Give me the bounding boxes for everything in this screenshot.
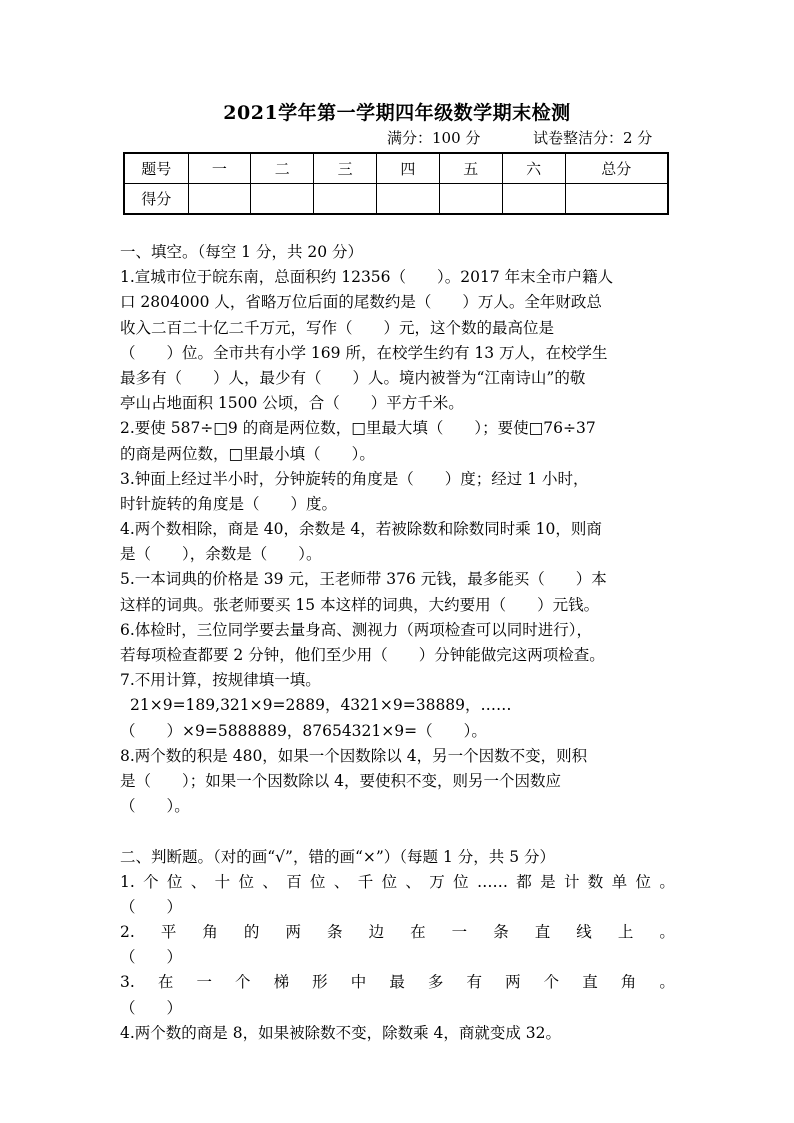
justified-char: 直 <box>534 923 551 942</box>
justified-char: 万 <box>429 872 445 891</box>
question-line: 口 2804000 人，省略万位后面的尾数约是（ ）万人。全年财政总 <box>120 293 602 312</box>
justified-char: 在 <box>157 973 174 992</box>
question-line: 21×9=189,321×9=2889，4321×9=38889，…… <box>130 696 512 715</box>
score-table-cell: 得分 <box>124 184 188 215</box>
exam-title: 2021学年第一学期四年级数学期末检测 <box>223 102 571 124</box>
score-table-cell: 六 <box>502 153 565 184</box>
section-spacer <box>120 819 675 844</box>
justified-char: 条 <box>493 923 509 942</box>
question-line: 6.体检时，三位同学要去量身高、测视力（两项检查可以同时进行）， <box>120 620 593 639</box>
justified-char: 角 <box>620 973 637 992</box>
justified-char: 是 <box>540 872 556 891</box>
justified-char: 位 <box>166 872 183 891</box>
justified-char: 十 <box>214 872 231 891</box>
question-line: 1.宣城市位于皖东南，总面积约 12356（ ）。2017 年末全市户籍人 <box>120 268 614 287</box>
question-line: （ ）位。全市共有小学 169 所，在校学生约有 13 万人，在校学生 <box>120 343 608 362</box>
justified-char: 位 <box>310 872 326 891</box>
justified-char: 的 <box>243 923 260 942</box>
justified-char: 、 <box>262 872 278 891</box>
question-line: 收入二百二十亿二千万元，写作（ ）元，这个数的最高位是 <box>120 318 555 337</box>
question-line: 若每项检查都要 2 分钟，他们至少用（ ）分钟能做完这两项检查。 <box>120 646 605 664</box>
justified-char: 两 <box>285 923 301 942</box>
justified-char: 千 <box>357 872 374 891</box>
justified-char: 2. <box>120 923 135 942</box>
score-table-cell: 二 <box>251 153 314 184</box>
score-input-cell[interactable] <box>565 184 668 215</box>
score-table-header-row <box>124 153 668 184</box>
question-line: （ ）。 <box>120 797 190 816</box>
question-line: （ ）×9=5888889，87654321×9=（ ）。 <box>120 721 487 740</box>
justified-char: 边 <box>368 923 385 942</box>
score-table-cell: 题号 <box>124 153 188 184</box>
justified-char: 平 <box>160 923 177 942</box>
question-line: 亭山占地面积 1500 公顷，合（ ）平方千米。 <box>120 394 464 413</box>
justified-char: 。 <box>659 872 675 891</box>
justified-char: 、 <box>405 872 421 891</box>
score-input-cell[interactable] <box>251 184 314 215</box>
justified-char: 有 <box>466 973 482 992</box>
score-input-cell[interactable] <box>439 184 502 215</box>
score-table <box>123 152 669 215</box>
justified-char: 、 <box>190 872 207 891</box>
justified-char: 最 <box>389 973 405 992</box>
score-input-cell[interactable] <box>314 184 377 215</box>
score-input-cell[interactable] <box>188 184 251 215</box>
score-table-cell: 四 <box>376 153 439 184</box>
score-table-cell: 三 <box>314 153 377 184</box>
question-line: 这样的词典。张老师要买 15 本这样的词典，大约要用（ ）元钱。 <box>120 595 600 614</box>
answer-paren[interactable]: （ ） <box>120 998 183 1017</box>
judge-question: 4.两个数的商是 8，如果被除数不变，除数乘 4，商就变成 32。 <box>120 1023 562 1042</box>
justified-char: 两 <box>505 973 521 992</box>
question-line: 4.两个数相除，商是 40，余数是 4，若被除数和除数同时乘 10，则商 <box>120 520 602 539</box>
question-line: 7.不用计算，按规律填一填。 <box>120 671 321 690</box>
exam-content <box>120 240 675 1046</box>
justified-char: 3. <box>120 973 135 992</box>
justified-char: 1. <box>120 872 135 891</box>
section-heading: 一、填空。（每空 1 分，共 20 分） <box>120 243 364 261</box>
justified-char: 多 <box>427 973 444 992</box>
justified-char: 、 <box>333 872 350 891</box>
justified-char: 计 <box>563 872 580 891</box>
justified-char: 单 <box>611 872 628 891</box>
score-input-cell[interactable] <box>376 184 439 215</box>
justified-char: 直 <box>582 973 598 992</box>
question-line: 5.一本词典的价格是 39 元，王老师带 376 元钱，最多能买（ ）本 <box>120 570 607 589</box>
justified-char: 位 <box>635 872 651 891</box>
section-heading: 二、判断题。（对的画“√”，错的画“×”）（每题 1 分，共 5 分） <box>120 847 555 866</box>
answer-paren[interactable]: （ ） <box>120 948 183 967</box>
justified-char: …… <box>476 872 508 891</box>
justified-char: 上 <box>617 923 634 942</box>
question-line: 是（ ），余数是（ ）。 <box>120 545 322 564</box>
question-line: 8.两个数的积是 480，如果一个因数除以 4，另一个因数不变，则积 <box>120 746 588 765</box>
answer-paren[interactable]: （ ） <box>120 897 183 916</box>
score-table-score-row <box>124 184 668 215</box>
score-table-cell: 一 <box>188 153 251 184</box>
justified-char: 。 <box>659 923 675 942</box>
justified-char: 梯 <box>273 973 290 992</box>
score-table-cell: 五 <box>439 153 502 184</box>
justified-char: 在 <box>410 923 426 942</box>
justified-char: 中 <box>350 973 367 992</box>
justified-char: 百 <box>286 872 302 891</box>
justified-char: 位 <box>238 872 255 891</box>
question-line: 最多有（ ）人，最少有（ ）人。境内被誉为“江南诗山”的敬 <box>120 368 586 387</box>
score-input-cell[interactable] <box>502 184 565 215</box>
justified-char: 角 <box>202 923 218 942</box>
question-line: 的商是两位数，□里最小填（ ）。 <box>120 444 375 463</box>
justified-char: 位 <box>453 872 469 891</box>
justified-char: 形 <box>312 973 328 992</box>
justified-char: 数 <box>587 872 604 891</box>
question-line: 时针旋转的角度是（ ）度。 <box>120 494 338 513</box>
full-score: 满分：100 分 <box>387 129 481 147</box>
score-table-cell: 总分 <box>565 153 668 184</box>
justified-char: 位 <box>381 872 398 891</box>
justified-char: 个 <box>543 973 560 992</box>
justified-char: 。 <box>659 973 675 992</box>
question-line: 2.要使 587÷□9 的商是两位数，□里最大填（ ）；要使□76÷37 <box>120 419 596 438</box>
judge-question <box>120 870 675 895</box>
question-line: 3.钟面上经过半小时，分钟旋转的角度是（ ）度；经过 1 小时， <box>120 469 589 488</box>
question-line: 是（ ）；如果一个因数除以 4，要使积不变，则另一个因数应 <box>120 771 562 790</box>
justified-char: 都 <box>516 872 532 891</box>
justified-char: 条 <box>327 923 343 942</box>
justified-char: 一 <box>196 973 212 992</box>
justified-char: 一 <box>451 923 468 942</box>
neatness-score: 试卷整洁分：2 分 <box>533 129 653 147</box>
justified-char: 个 <box>143 872 159 891</box>
judge-question <box>120 970 675 995</box>
judge-question <box>120 920 675 945</box>
justified-char: 线 <box>576 923 592 942</box>
justified-char: 个 <box>235 973 251 992</box>
